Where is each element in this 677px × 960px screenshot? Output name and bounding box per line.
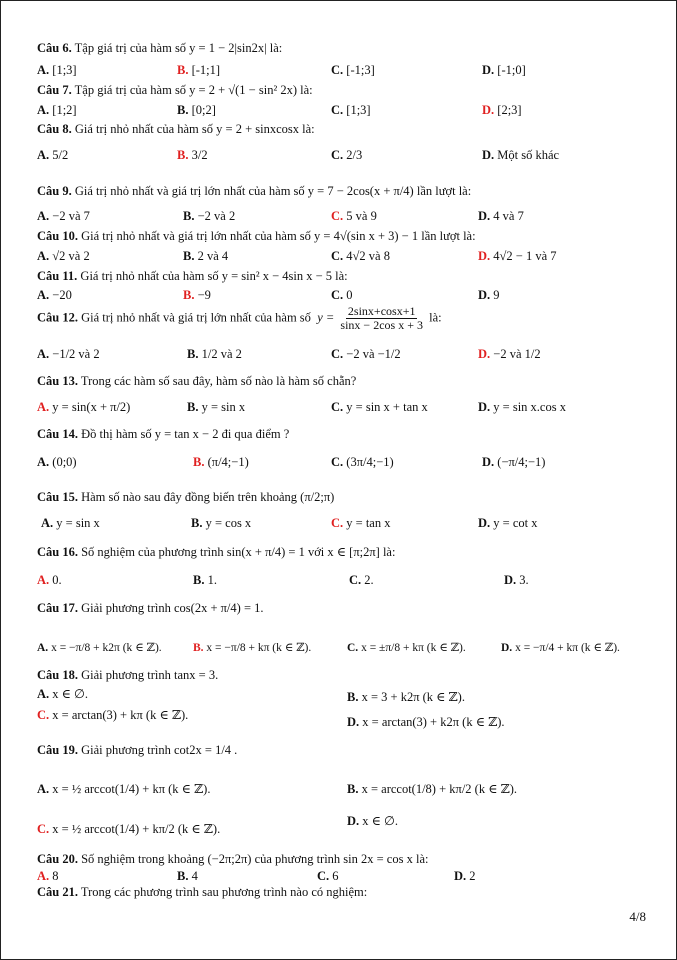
option-text: 6 [332, 869, 339, 883]
option-a[interactable] [37, 640, 162, 654]
option-text: x ∈ ∅. [52, 687, 89, 701]
option-text: (−π/4;−1) [497, 455, 546, 469]
question-label: Câu 11. [37, 269, 78, 283]
option-b[interactable] [187, 400, 245, 415]
option-text: [0;2] [191, 103, 216, 117]
question-text: Giá trị nhỏ nhất và giá trị lớn nhất của hàm số [81, 310, 311, 325]
question-text: Giải phương trình cot2x = 1/4 . [81, 743, 238, 757]
option-letter: D. [347, 814, 360, 828]
option-letter: D. [482, 63, 495, 77]
option-letter: D. [482, 103, 495, 117]
option-d[interactable] [482, 455, 545, 470]
option-text: x = ½ arccot(1/4) + kπ (k ∈ ℤ). [52, 782, 211, 796]
option-letter: A. [37, 288, 50, 302]
option-letter: B. [183, 288, 195, 302]
option-b[interactable] [187, 347, 242, 362]
option-b[interactable] [191, 516, 251, 531]
option-text: −9 [197, 288, 211, 302]
option-letter: D. [478, 516, 491, 530]
option-text: −2 và 1/2 [493, 347, 541, 361]
option-b[interactable] [177, 869, 198, 884]
question-12: Câu 12. Giá trị nhỏ nhất và giá trị lớn nhất của hàm số y = $\frac{2\sin x+\cos x+1}{\text{sinx − 2cos x + 3}}$ là: [37, 304, 442, 332]
option-letter: B. [177, 148, 189, 162]
option-b[interactable] [193, 573, 217, 588]
question-6 [37, 41, 282, 56]
question-label: Câu 14. [37, 427, 78, 441]
question-label: Câu 6. [37, 41, 72, 55]
formula-fraction [338, 305, 425, 332]
option-c[interactable] [331, 400, 428, 415]
option-a[interactable] [37, 209, 90, 224]
question-label: Câu 9. [37, 184, 72, 198]
option-text: 0. [52, 573, 62, 587]
option-letter: C. [317, 869, 330, 883]
option-c[interactable] [331, 63, 375, 78]
option-text: 5 và 9 [346, 209, 377, 223]
question-17 [37, 601, 264, 616]
option-d[interactable] [347, 714, 505, 730]
question-text: Trong các hàm số sau đây, hàm số nào là hàm số chẵn? [80, 374, 357, 388]
option-letter: B. [193, 642, 204, 654]
option-letter: A. [37, 642, 49, 654]
option-text: [-1;0] [497, 63, 526, 77]
option-letter: D. [501, 642, 513, 654]
option-d[interactable] [482, 148, 559, 163]
option-text: 2 và 4 [197, 249, 229, 263]
question-8 [37, 122, 315, 137]
option-b[interactable] [177, 148, 208, 163]
option-letter: C. [331, 347, 344, 361]
question-9 [37, 184, 471, 199]
option-text: x = arctan(3) + kπ (k ∈ ℤ). [52, 708, 189, 722]
option-text: 5/2 [52, 148, 69, 162]
option-a[interactable] [37, 455, 77, 470]
option-c[interactable] [349, 573, 374, 588]
option-letter: A. [37, 63, 50, 77]
option-letter: A. [37, 455, 50, 469]
option-text: [1;3] [52, 63, 77, 77]
question-11 [37, 269, 348, 284]
option-d[interactable] [482, 63, 526, 78]
option-c[interactable] [347, 640, 466, 654]
question-label: Câu 12. [37, 310, 78, 325]
option-b[interactable] [177, 63, 220, 78]
option-text: 2 [469, 869, 476, 883]
option-text: 2. [364, 573, 374, 587]
option-letter: D. [482, 148, 495, 162]
question-text: Giá trị nhỏ nhất và giá trị lớn nhất của hàm số y = 7 − 2cos(x + π/4) lần lượt là: [74, 184, 472, 198]
option-letter: C. [331, 288, 344, 302]
page-number: 4/8 [629, 909, 646, 924]
option-c[interactable] [331, 148, 362, 163]
option-letter: C. [37, 822, 50, 836]
option-letter: A. [37, 103, 50, 117]
question-text: Số nghiệm của phương trình sin(x + π/4) = 1 với x ∈ [π;2π] là: [81, 545, 396, 559]
option-c[interactable] [331, 455, 394, 470]
question-21 [37, 885, 367, 900]
option-c[interactable] [331, 209, 377, 224]
option-letter: C. [331, 63, 344, 77]
option-letter: A. [37, 782, 50, 796]
option-text: y = sin(x + π/2) [52, 400, 131, 414]
question-18 [37, 668, 218, 683]
question-label: Câu 18. [37, 668, 78, 682]
option-text: 9 [493, 288, 500, 302]
question-text: Giá trị nhỏ nhất của hàm số y = sin² x − 4sin x − 5 là: [80, 269, 348, 283]
option-a[interactable] [37, 347, 100, 362]
option-letter: A. [37, 249, 50, 263]
option-letter: D. [478, 400, 491, 414]
option-text: −2 và 2 [197, 209, 236, 223]
option-b[interactable] [193, 455, 249, 470]
option-text: y = sin x [201, 400, 246, 414]
question-label: Câu 21. [37, 885, 78, 899]
option-letter: B. [191, 516, 203, 530]
option-text: √2 và 2 [52, 249, 90, 263]
option-a[interactable] [37, 63, 77, 78]
option-b[interactable] [347, 781, 517, 797]
option-text: −2 và 7 [52, 209, 90, 223]
option-text: y = tan x [346, 516, 391, 530]
option-text: [-1;1] [191, 63, 221, 77]
option-text: 4√2 và 8 [346, 249, 390, 263]
option-b[interactable] [177, 103, 216, 118]
option-text: 4 [191, 869, 198, 883]
option-letter: D. [347, 715, 360, 729]
option-d[interactable] [347, 813, 398, 829]
question-19 [37, 743, 237, 758]
question-text: Đồ thị hàm số y = tan x − 2 đi qua điểm ? [81, 427, 290, 441]
option-d[interactable] [454, 869, 476, 884]
option-letter: A. [37, 347, 50, 361]
option-d[interactable] [504, 573, 529, 588]
question-text: Tập giá trị của hàm số y = 2 + √(1 − sin² 2x) là: [74, 83, 313, 97]
option-text: x = ±π/8 + kπ (k ∈ ℤ). [361, 642, 466, 654]
question-text: Giá trị nhỏ nhất của hàm số y = 2 + sinxcosx là: [74, 122, 315, 136]
option-d[interactable] [478, 347, 541, 362]
option-d[interactable] [478, 400, 566, 415]
option-text: 4√2 − 1 và 7 [493, 249, 557, 263]
option-letter: D. [478, 249, 491, 263]
option-c[interactable] [331, 249, 390, 264]
option-d[interactable] [482, 103, 522, 118]
question-13 [37, 374, 356, 389]
option-letter: B. [193, 455, 205, 469]
option-a[interactable] [37, 573, 62, 588]
option-letter: A. [37, 573, 50, 587]
question-label: Câu 20. [37, 852, 78, 866]
option-c[interactable] [331, 288, 353, 303]
option-text: [2;3] [497, 103, 522, 117]
option-text: y = cos x [205, 516, 252, 530]
option-a[interactable] [37, 288, 72, 303]
option-text: 1/2 và 2 [201, 347, 242, 361]
option-c[interactable] [317, 869, 339, 884]
option-text: y = cot x [493, 516, 538, 530]
option-letter: B. [347, 782, 359, 796]
option-d[interactable] [478, 249, 557, 264]
question-16 [37, 544, 395, 560]
option-letter: B. [177, 63, 189, 77]
option-letter: B. [187, 347, 199, 361]
option-letter: C. [331, 455, 344, 469]
option-c[interactable] [331, 516, 390, 531]
option-letter: B. [347, 690, 359, 704]
option-a[interactable] [37, 148, 68, 163]
option-text: 2/3 [346, 148, 363, 162]
option-a[interactable] [41, 516, 100, 531]
option-text: −1/2 và 2 [52, 347, 100, 361]
question-15 [37, 490, 334, 505]
question-text: Hàm số nào sau đây đồng biến trên khoảng (π/2;π) [81, 490, 335, 504]
option-text: (π/4;−1) [207, 455, 249, 469]
option-text: y = sin x [56, 516, 100, 530]
question-label: Câu 16. [37, 545, 78, 559]
question-text: Trong các phương trình sau phương trình nào có nghiệm: [80, 885, 368, 899]
option-text: (0;0) [52, 455, 77, 469]
option-text: 0 [346, 288, 353, 302]
option-text: −2 và −1/2 [346, 347, 401, 361]
question-label: Câu 8. [37, 122, 72, 136]
option-letter: A. [37, 209, 50, 223]
option-c[interactable] [331, 347, 401, 362]
option-letter: A. [37, 400, 50, 414]
option-letter: D. [478, 347, 491, 361]
option-letter: C. [349, 573, 362, 587]
option-b[interactable] [347, 689, 465, 705]
option-letter: A. [37, 148, 50, 162]
option-letter: B. [177, 869, 189, 883]
option-a[interactable] [37, 686, 88, 702]
question-text: Số nghiệm trong khoảng (−2π;2π) của phương trình sin 2x = cos x là: [81, 852, 429, 866]
option-letter: D. [482, 455, 495, 469]
option-letter: B. [183, 209, 195, 223]
question-tail: là: [429, 310, 442, 325]
option-text: x = −π/4 + kπ (k ∈ ℤ). [515, 642, 620, 654]
question-10 [37, 229, 476, 244]
option-d[interactable] [478, 516, 537, 531]
question-7 [37, 83, 313, 98]
option-c[interactable] [331, 103, 371, 118]
option-text: 4 và 7 [493, 209, 524, 223]
option-text: x = ½ arccot(1/4) + kπ/2 (k ∈ ℤ). [52, 822, 221, 836]
option-a[interactable] [37, 869, 59, 884]
option-text: x = −π/8 + k2π (k ∈ ℤ). [51, 642, 162, 654]
option-text: 3. [519, 573, 529, 587]
option-text: x = 3 + k2π (k ∈ ℤ). [361, 690, 465, 704]
option-a[interactable] [37, 249, 90, 264]
option-text: [-1;3] [346, 63, 375, 77]
option-letter: D. [478, 288, 491, 302]
formula-numerator: 2sinx+cosx+1 [347, 304, 416, 318]
option-letter: D. [454, 869, 467, 883]
option-letter: B. [193, 573, 205, 587]
option-text: y = sin x.cos x [493, 400, 566, 414]
question-label: Câu 13. [37, 374, 78, 388]
option-letter: C. [331, 249, 344, 263]
option-letter: C. [347, 642, 359, 654]
option-letter: C. [331, 209, 344, 223]
option-text: [1;3] [346, 103, 371, 117]
question-text: Giá trị nhỏ nhất và giá trị lớn nhất của hàm số y = 4√(sin x + 3) − 1 lần lượt là: [81, 229, 476, 243]
option-letter: C. [331, 148, 344, 162]
option-letter: C. [331, 516, 344, 530]
option-letter: D. [504, 573, 517, 587]
question-label: Câu 7. [37, 83, 72, 97]
question-text: Giải phương trình tanx = 3. [81, 668, 219, 682]
option-b[interactable] [183, 209, 235, 224]
question-14 [37, 427, 289, 442]
option-letter: C. [37, 708, 50, 722]
option-b[interactable] [193, 640, 311, 654]
option-b[interactable] [183, 288, 211, 303]
question-text: Tập giá trị của hàm số y = 1 − 2|sin2x| là: [74, 41, 283, 55]
question-text: Giải phương trình cos(2x + π/4) = 1. [81, 601, 264, 615]
option-a[interactable] [37, 400, 130, 415]
option-text: (3π/4;−1) [346, 455, 394, 469]
option-letter: C. [331, 400, 344, 414]
option-text: 1. [207, 573, 217, 587]
option-letter: B. [177, 103, 189, 117]
option-text: y = sin x + tan x [346, 400, 428, 414]
option-letter: B. [187, 400, 199, 414]
option-text: 3/2 [191, 148, 208, 162]
option-text: x ∈ ∅. [362, 814, 399, 828]
question-label: Câu 17. [37, 601, 78, 615]
option-letter: A. [37, 869, 50, 883]
option-d[interactable] [478, 209, 524, 224]
option-d[interactable] [501, 640, 620, 654]
option-letter: A. [41, 516, 54, 530]
option-text: x = −π/8 + kπ (k ∈ ℤ). [206, 642, 312, 654]
option-text: Một số khác [497, 148, 560, 162]
option-letter: D. [478, 209, 491, 223]
option-letter: B. [183, 249, 195, 263]
option-text: −20 [52, 288, 72, 302]
question-label: Câu 19. [37, 743, 78, 757]
option-c[interactable] [37, 821, 220, 837]
option-b[interactable] [183, 249, 228, 264]
option-text: x = arctan(3) + k2π (k ∈ ℤ). [362, 715, 505, 729]
question-label: Câu 15. [37, 490, 78, 504]
option-text: x = arccot(1/8) + kπ/2 (k ∈ ℤ). [361, 782, 518, 796]
option-a[interactable] [37, 781, 210, 797]
option-letter: A. [37, 687, 50, 701]
option-d[interactable] [478, 288, 500, 303]
option-a[interactable] [37, 103, 77, 118]
question-label: Câu 10. [37, 229, 78, 243]
question-20 [37, 852, 428, 867]
option-text: [1;2] [52, 103, 77, 117]
option-text: 8 [52, 869, 59, 883]
option-letter: C. [331, 103, 344, 117]
option-c[interactable] [37, 707, 188, 723]
formula-denominator: sinx − 2cos x + 3 [340, 318, 423, 332]
